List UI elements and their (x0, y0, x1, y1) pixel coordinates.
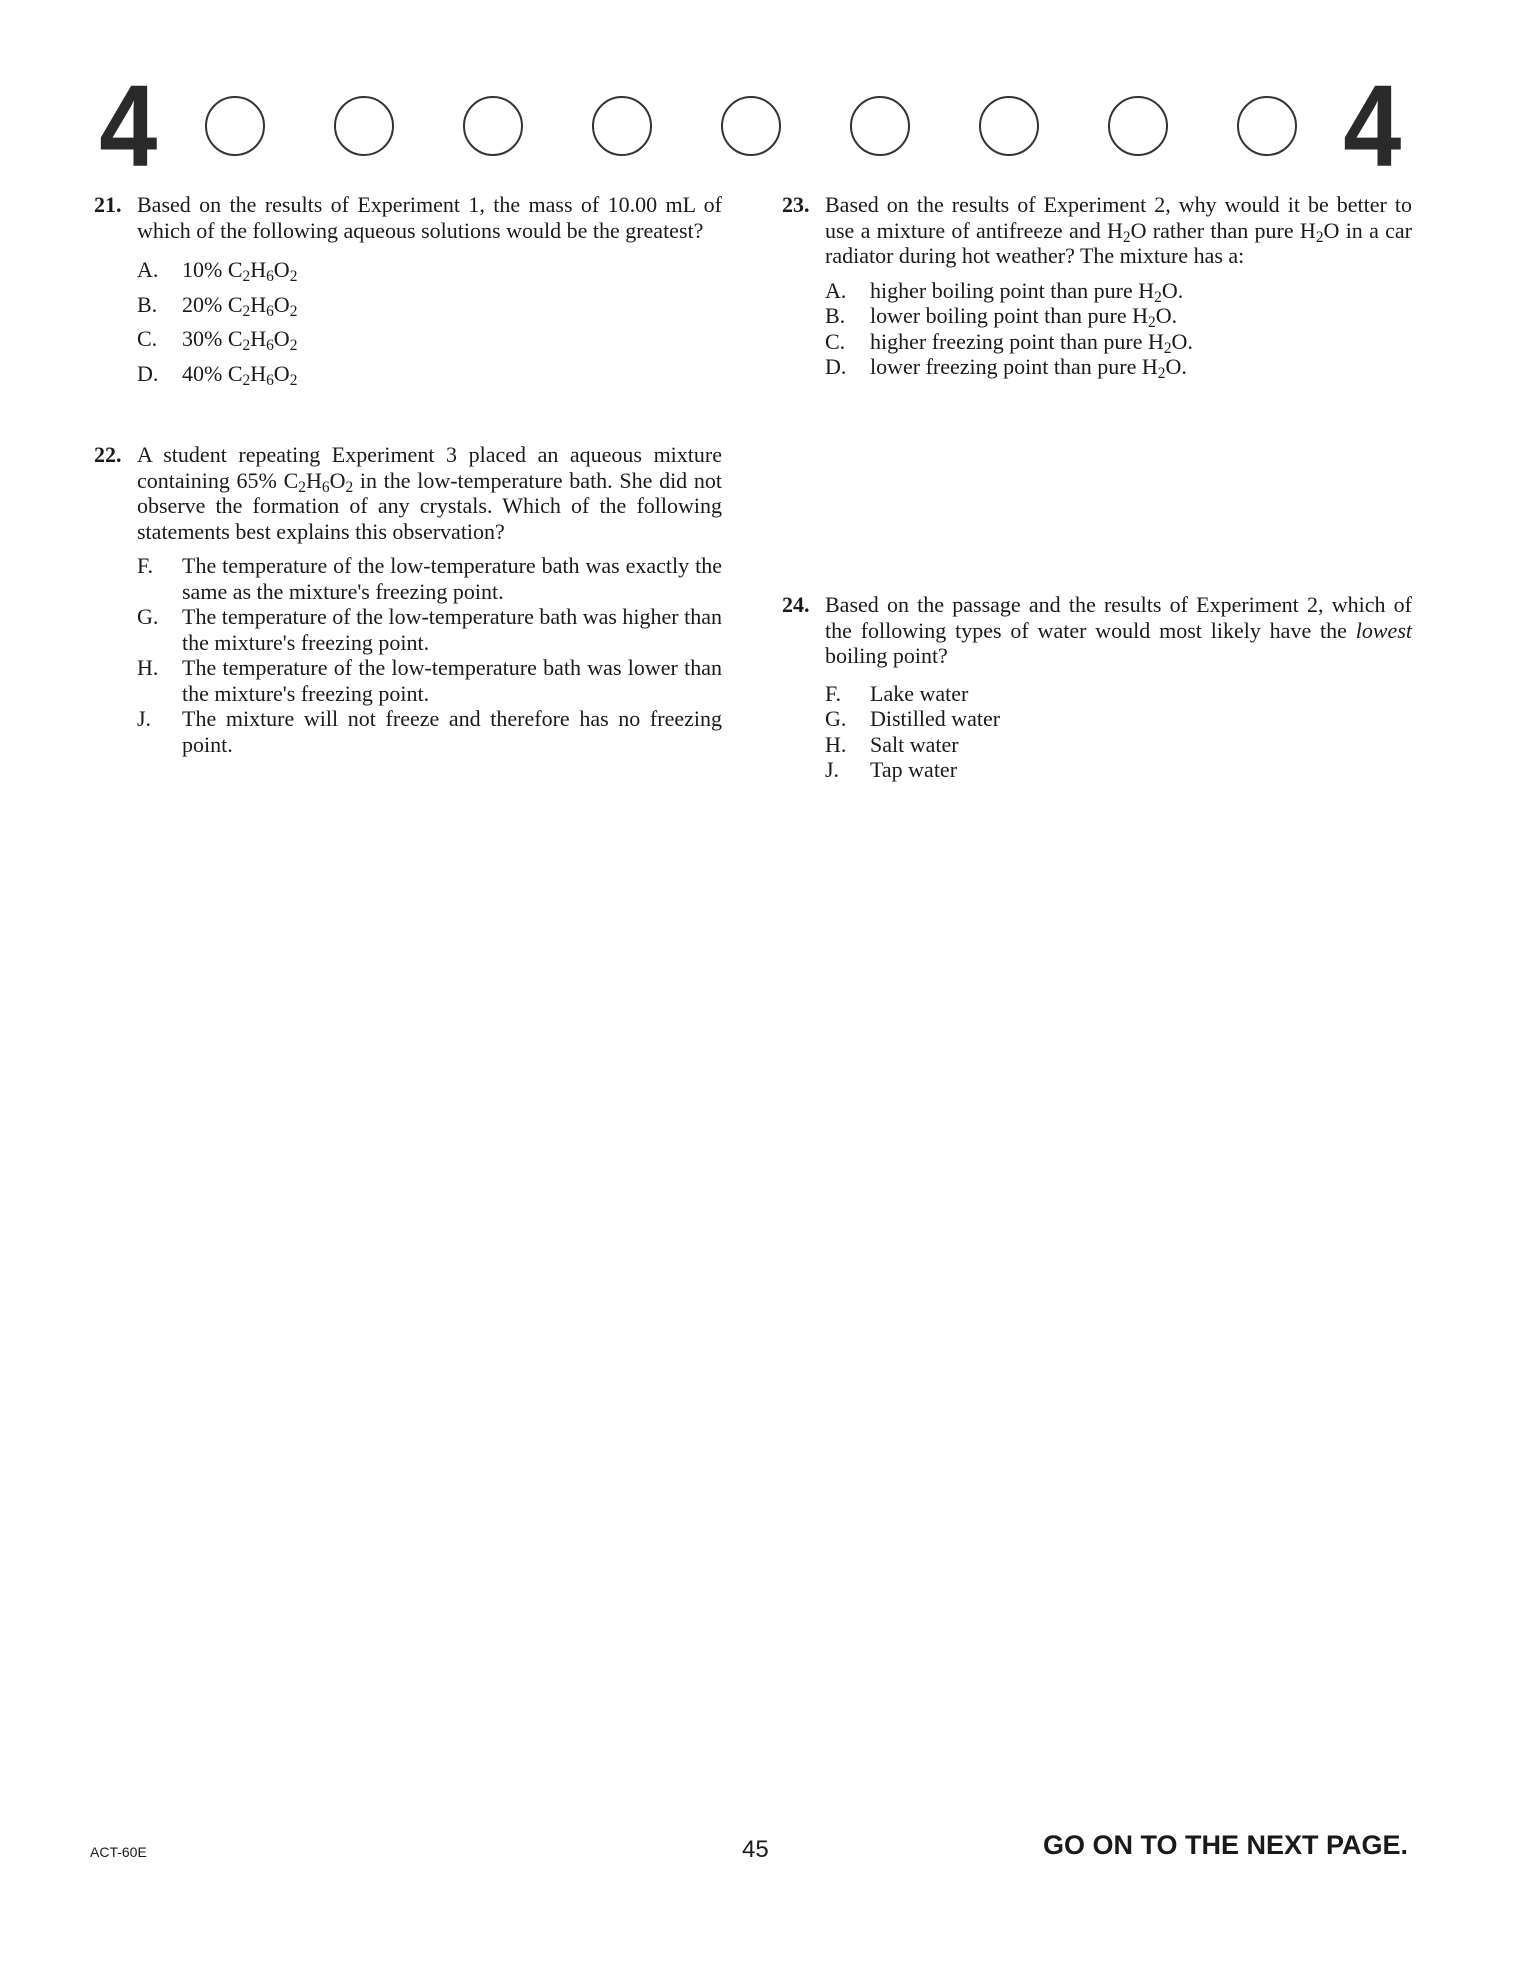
question-24 (782, 592, 1412, 783)
choice-letter: G. (137, 604, 159, 629)
choice-letter: J. (825, 757, 840, 782)
section-number-right: 4 (1343, 61, 1402, 191)
answer-choice-b[interactable] (94, 292, 722, 318)
question-stem: Based on the results of Experiment 2, why would it be better to use a mixture of antifreeze and $H_2O$ rather than pure $H_2O$ in a car radiator during hot weather? The mixture has a: (825, 192, 1412, 268)
header-circle (850, 96, 910, 156)
choice-text: The temperature of the low-temperature bath was exactly the same as the mixture's freezing point. (182, 553, 722, 604)
header-circle (205, 96, 265, 156)
choice-text: 40% $C_2H_6O_2$ (182, 360, 298, 389)
answer-choice-b[interactable] (782, 303, 1412, 329)
choice-letter: J. (137, 706, 152, 731)
choice-letter: B. (137, 291, 158, 317)
answer-choices (94, 257, 722, 389)
choice-letter: A. (137, 257, 159, 282)
choice-text: Distilled water (870, 706, 1001, 731)
choice-letter: F. (825, 680, 841, 706)
page-number: 45 (742, 1836, 769, 1863)
answer-choice-f[interactable] (94, 553, 722, 604)
choice-letter: H. (825, 731, 847, 757)
answer-choice-g[interactable] (782, 706, 1412, 732)
answer-choice-h[interactable] (94, 655, 722, 706)
choice-letter: B. (825, 303, 846, 328)
choice-text: lower freezing point than pure $H_2O$. (870, 354, 1187, 382)
answer-choice-j[interactable] (94, 706, 722, 757)
choice-text: Lake water (870, 680, 969, 706)
choice-text: 30% $C_2H_6O_2$ (182, 326, 298, 354)
choice-letter: G. (825, 706, 847, 731)
choice-letter: F. (137, 553, 153, 578)
choice-text: higher boiling point than pure $H_2O$. (870, 277, 1184, 306)
choice-letter: D. (825, 354, 847, 379)
question-number: 24. (782, 592, 810, 617)
choice-text: Salt water (870, 731, 959, 757)
header-circle (1108, 96, 1168, 156)
choice-text: higher freezing point than pure $H_2O$. (870, 328, 1193, 357)
header-circle (721, 96, 781, 156)
question-stem: Based on the passage and the results of Experiment 2, which of the following types of water would most likely have the lowest boiling point? (825, 592, 1412, 668)
answer-choice-j[interactable] (782, 757, 1412, 783)
next-page-instruction: GO ON TO THE NEXT PAGE. (1042, 1830, 1408, 1860)
choice-text: The mixture will not freeze and therefore has no freezing point. (182, 706, 722, 757)
choice-letter: C. (137, 326, 158, 351)
question-stem: Based on the results of Experiment 1, the mass of 10.00 mL of which of the following aqueous solutions would be the greatest? (137, 192, 722, 243)
question-22 (94, 442, 722, 757)
answer-choice-a[interactable] (782, 278, 1412, 304)
answer-choice-a[interactable] (94, 257, 722, 283)
header-circle (334, 96, 394, 156)
choice-text: 10% $C_2H_6O_2$ (182, 257, 298, 285)
answer-choice-h[interactable] (782, 732, 1412, 758)
section-number-left: 4 (99, 61, 158, 191)
answer-choice-f[interactable] (782, 681, 1412, 707)
answer-choices (782, 681, 1412, 783)
choice-letter: H. (137, 655, 159, 680)
choice-letter: A. (825, 277, 847, 303)
answer-choices (94, 553, 722, 757)
answer-choices (782, 278, 1412, 380)
choice-text: 20% $C_2H_6O_2$ (182, 291, 298, 320)
answer-choice-d[interactable] (94, 361, 722, 387)
choice-text: The temperature of the low-temperature bath was lower than the mixture's freezing point. (182, 655, 722, 706)
question-number: 22. (94, 442, 122, 467)
question-number: 23. (782, 192, 810, 217)
question-23 (782, 192, 1412, 380)
header-circle (592, 96, 652, 156)
question-21 (94, 192, 722, 395)
header-circle (463, 96, 523, 156)
choice-text: The temperature of the low-temperature bath was higher than the mixture's freezing point. (182, 604, 722, 655)
choice-text: lower boiling point than pure $H_2O$. (870, 303, 1178, 331)
answer-choice-d[interactable] (782, 354, 1412, 380)
question-stem: A student repeating Experiment 3 placed an aqueous mixture containing 65% $C_2H_6O_2$ in the low-temperature bath. She did not observe the formation of any crystals. Which of the following statements best explains this observation? (137, 442, 722, 544)
choice-letter: C. (825, 328, 846, 354)
question-number: 21. (94, 192, 122, 217)
choice-text: Tap water (870, 757, 958, 782)
form-code: ACT-60E (90, 1844, 147, 1860)
answer-choice-g[interactable] (94, 604, 722, 655)
header-circle (1237, 96, 1297, 156)
header-circle (979, 96, 1039, 156)
answer-choice-c[interactable] (782, 329, 1412, 355)
choice-letter: D. (137, 360, 159, 386)
answer-choice-c[interactable] (94, 326, 722, 352)
